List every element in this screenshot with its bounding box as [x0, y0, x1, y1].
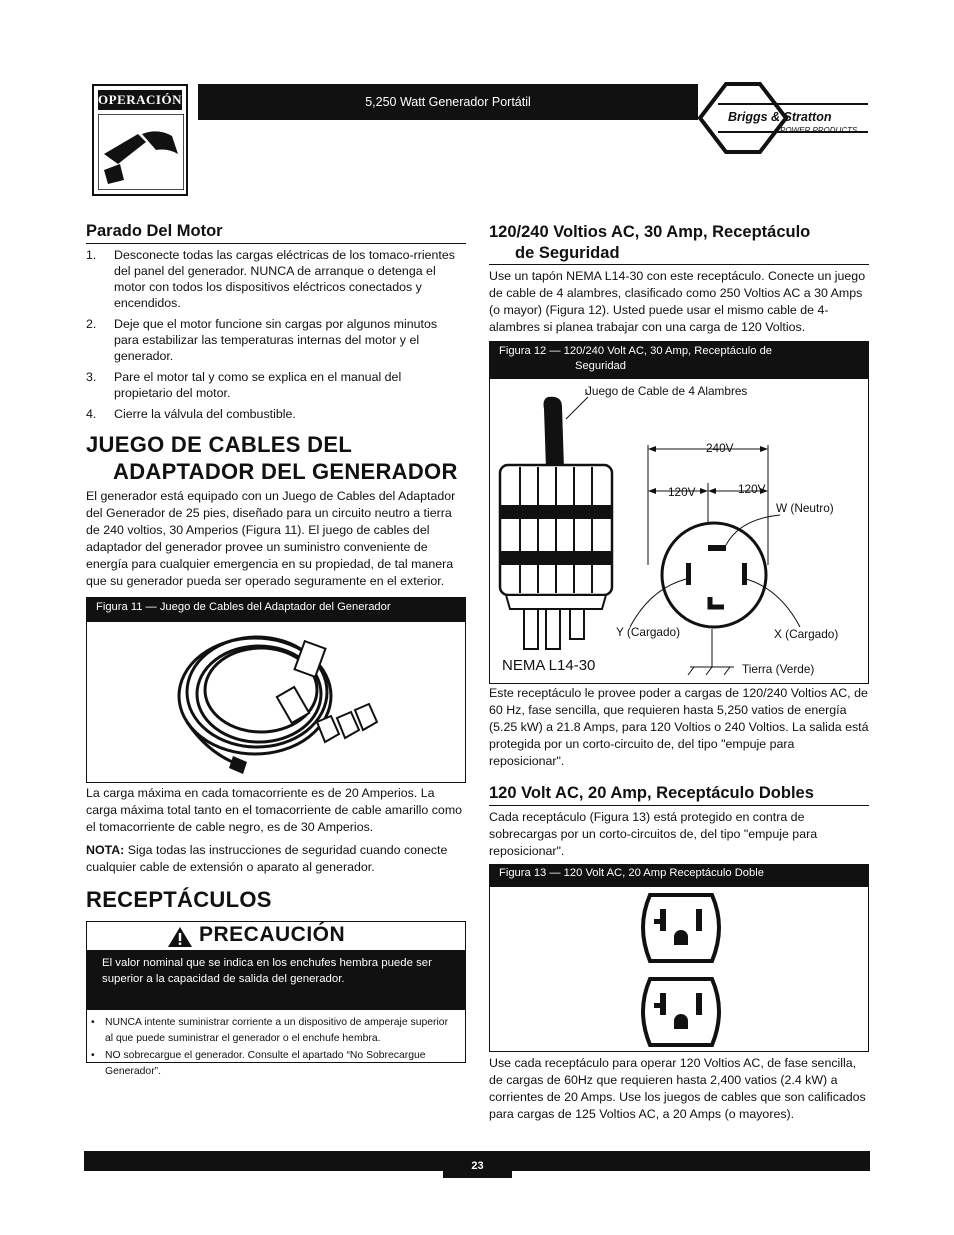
adapter-load-paragraph: La carga máxima en cada tomacorriente es de 20 Amperios. La carga máxima total tanto en el tomacorriente de cable amarillo como el tomacorriente de cable negro, es de 30 Amperios. — [86, 786, 463, 834]
figure-11-cable-set — [86, 621, 466, 783]
list-item: 4. Cierre la válvula del combustible. — [86, 407, 296, 421]
adapter-paragraph: El generador está equipado con un Juego de Cables del Adaptador del Generador de 25 pies, diseñado para un circuito neutro a tierra de 240 voltios, 30 Amperios (Figura 11). El juego de cables del adaptador del generador provee un suministro conveniente de energía para cualquier emergencia en su propiedad, de tal manera que su generador pueda ser operado seguramente en el exterior. — [86, 489, 456, 588]
figure-11-caption: Figura 11 — Juego de Cables del Adaptador del Generador — [86, 597, 466, 621]
neutral-label: W (Neutro) — [776, 501, 834, 515]
v120-left-label: 120V — [668, 485, 696, 499]
divider — [86, 243, 466, 244]
caution-word: PRECAUCIÓN — [199, 923, 346, 946]
receptacle-240-output-paragraph: Este receptáculo le provee poder a cargas de 120/240 Voltios AC, de 60 Hz, fase sencilla, que requieren hasta 5,250 vatios de energía (5.25 kW) a 21.8 Amps, para 120 Voltios o 240 Voltios. La salida está protegida por un corto-circuito de, del tipo "empuje para reposicionar". — [489, 686, 869, 768]
receptacle-120-heading: 120 Volt AC, 20 Amp, Receptáculo Dobles — [489, 784, 814, 802]
list-item: 2. Deje que el motor funcione sin cargas por algunos minutos para estabilizar las temperaturas internas del motor y el generador. — [86, 317, 438, 363]
caution-statement: El valor nominal que se indica en los enchufes hembra puede ser superior a la capacidad de salida del generador. — [87, 950, 465, 1010]
duplex-outlet-icon — [490, 887, 868, 1051]
divider — [489, 264, 869, 265]
figure-13-caption: Figura 13 — 120 Volt AC, 20 Amp Receptáculo Doble — [489, 864, 869, 886]
v240-label: 240V — [706, 441, 734, 455]
brand-name: Briggs & Stratton — [728, 110, 832, 124]
receptacle-240-heading: 120/240 Voltios AC, 30 Amp, Receptáculo de Seguridad — [489, 223, 811, 262]
figure-12-nema-diagram — [489, 378, 869, 684]
stop-steps-list — [86, 247, 462, 427]
section-badge — [92, 84, 188, 196]
cable-label: Juego de Cable de 4 Alambres — [586, 384, 748, 398]
receptacle-120-paragraph: Cada receptáculo (Figura 13) está protegido en contra de sobrecargas por un corto-circuitos de, del tipo "empuje para reposicionar". — [489, 810, 818, 858]
engine-stop-icon — [98, 114, 184, 190]
warning-triangle-icon — [167, 926, 193, 948]
adapter-note: NOTA: Siga todas las instrucciones de seguridad cuando conecte cualquier cable de extensión o aparato al generador. — [86, 843, 448, 874]
coiled-cable-icon — [87, 622, 465, 782]
adapter-heading: JUEGO DE CABLES DEL ADAPTADOR DEL GENERADOR — [86, 432, 458, 484]
figure-13-duplex-receptacle — [489, 886, 869, 1052]
figure-12-caption: Figura 12 — 120/240 Volt AC, 30 Amp, Receptáculo de Seguridad — [489, 341, 869, 378]
page-number: 23 — [443, 1153, 512, 1178]
caution-header — [87, 922, 465, 950]
y-load-label: Y (Cargado) — [616, 625, 681, 639]
ground-label: Tierra (Verde) — [742, 662, 815, 676]
list-item: • NO sobrecargue el generador. Consulte el apartado “No Sobrecargue Generador”. — [91, 1050, 426, 1077]
receptacles-heading: RECEPTÁCULOS — [86, 887, 272, 912]
receptacle-240-paragraph: Use un tapón NEMA L14-30 con este receptáculo. Conecte un juego de cable de 4 alambres, clasificado como 250 Voltios AC a 30 Amps (o mayor) (Figura 12). Usted puede usar el mismo cable de 4-alambres si planea trabajar con una carga de 120 Voltios. — [489, 269, 866, 334]
stop-engine-heading: Parado Del Motor — [86, 222, 223, 240]
list-item: • NUNCA intente suministrar corriente a un dispositivo de amperaje superior al que puede suministrar el generador o el enchufe hembra. — [91, 1017, 449, 1044]
divider — [489, 805, 869, 806]
list-item: 3. Pare el motor tal y como se explica en el manual del propietario del motor. — [86, 370, 402, 400]
caution-bullets — [87, 1015, 465, 1081]
brand-sub: POWER PRODUCTS — [780, 126, 858, 135]
list-item: 1. Desconecte todas las cargas eléctricas de los tomaco-rrientes del panel del generador. NUNCA de arranque o detenga el motor con todos los dispositivos eléctricos conectados y encendidos. — [86, 248, 455, 310]
nema-label: NEMA L14-30 — [502, 657, 596, 674]
v120-right-label: 120V — [738, 482, 766, 496]
receptacle-120-usage-paragraph: Use cada receptáculo para operar 120 Voltios AC, de fase sencilla, de cargas de 60Hz que requieren hasta 2,400 vatios (2.4 kW) a corrientes de 20 Amps. Use los juegos de cables que son calificados para cargas de 125 Voltios AC, a 20 Amps (o mayores). — [489, 1056, 866, 1121]
caution-box — [86, 921, 466, 1077]
section-badge-label: OPERACIÓN — [98, 90, 182, 110]
document-title: 5,250 Watt Generador Portátil — [198, 84, 698, 120]
x-load-label: X (Cargado) — [774, 627, 839, 641]
briggs-stratton-logo — [698, 80, 873, 156]
